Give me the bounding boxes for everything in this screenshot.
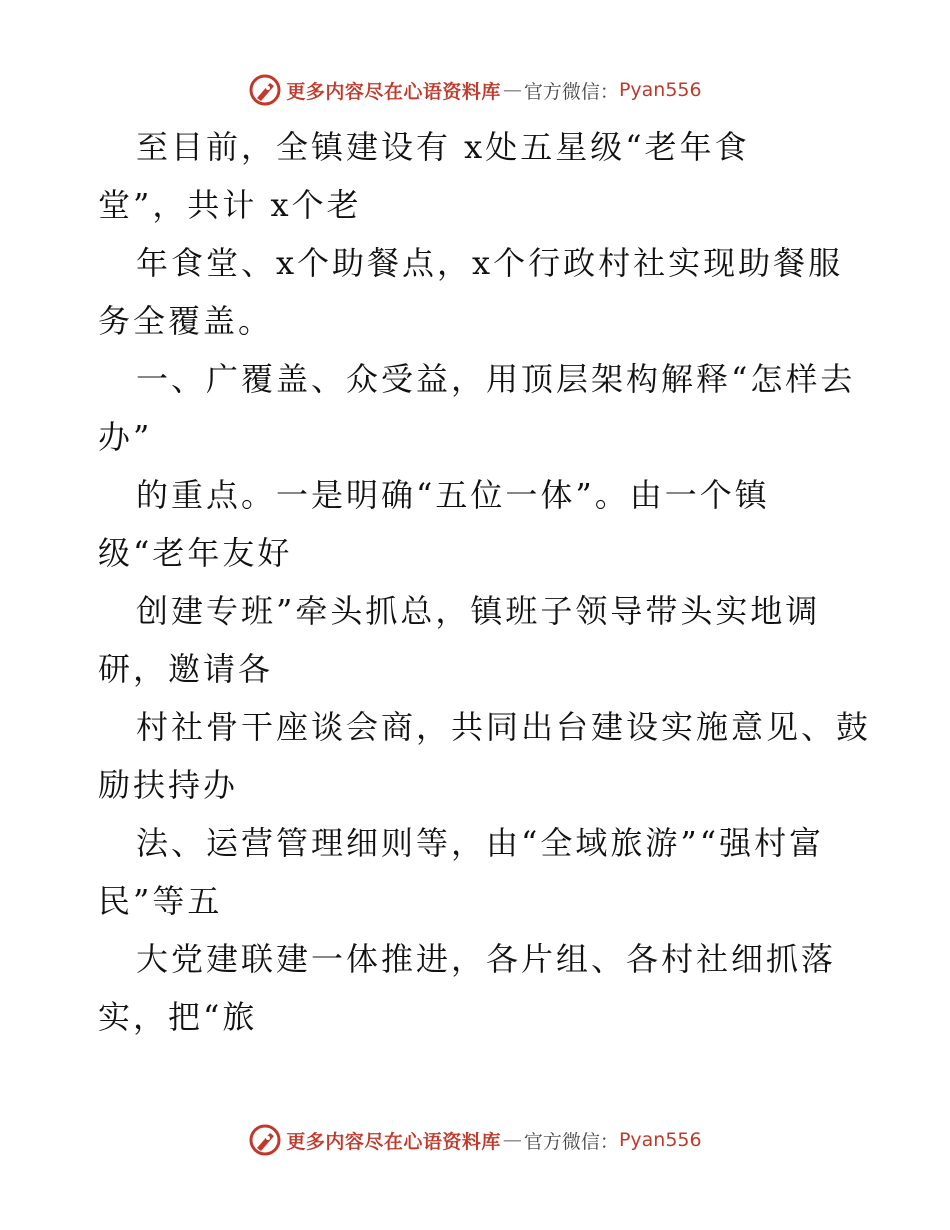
- watermark-wechat-label: 官方微信：: [523, 1130, 619, 1153]
- text-line: 大党建联建一体推进，各片组、各村社细抓落: [136, 940, 837, 978]
- text-line: 民”等五: [98, 882, 223, 920]
- watermark-brand: 更多内容尽在心语资料库: [286, 80, 501, 103]
- text-line: 务全覆盖。: [98, 302, 274, 340]
- watermark-wechat-label: 官方微信：: [523, 80, 619, 103]
- document-body: [98, 118, 872, 1046]
- watermark-wechat-id: Pyan556: [618, 1129, 702, 1151]
- text-line: 的重点。一是明确“五位一体”。由一个镇: [136, 476, 770, 514]
- watermark-separator: —: [502, 1129, 522, 1151]
- text-line: 研，邀请各: [98, 650, 274, 688]
- watermark-brand: 更多内容尽在心语资料库: [286, 1130, 501, 1153]
- footer-watermark: [0, 1120, 950, 1160]
- pen-nib-circle-icon: [248, 73, 282, 107]
- text-line: 级“老年友好: [98, 534, 293, 572]
- text-line: 村社骨干座谈会商，共同出台建设实施意见、鼓: [136, 708, 872, 746]
- watermark-separator: —: [502, 79, 522, 101]
- text-line: 一、广覆盖、众受益，用顶层架构解释“怎样去: [136, 360, 856, 398]
- watermark-wechat-id: Pyan556: [618, 79, 702, 101]
- text-line: 法、运营管理细则等，由“全域旅游”“强村富: [136, 824, 825, 862]
- header-watermark: [0, 70, 950, 110]
- text-line: 年食堂、x个助餐点，x个行政村社实现助餐服: [136, 244, 844, 282]
- text-line: 创建专班”牵头抓总，镇班子领导带头实地调: [136, 592, 821, 630]
- text-line: 办”: [98, 418, 153, 456]
- pen-nib-circle-icon: [248, 1123, 282, 1157]
- text-line: 励扶持办: [98, 766, 239, 804]
- text-line: 堂”，共计 x个老: [98, 186, 362, 224]
- text-line: 实，把“旅: [98, 998, 258, 1036]
- text-line: 至目前，全镇建设有 x处五星级“老年食: [136, 128, 750, 166]
